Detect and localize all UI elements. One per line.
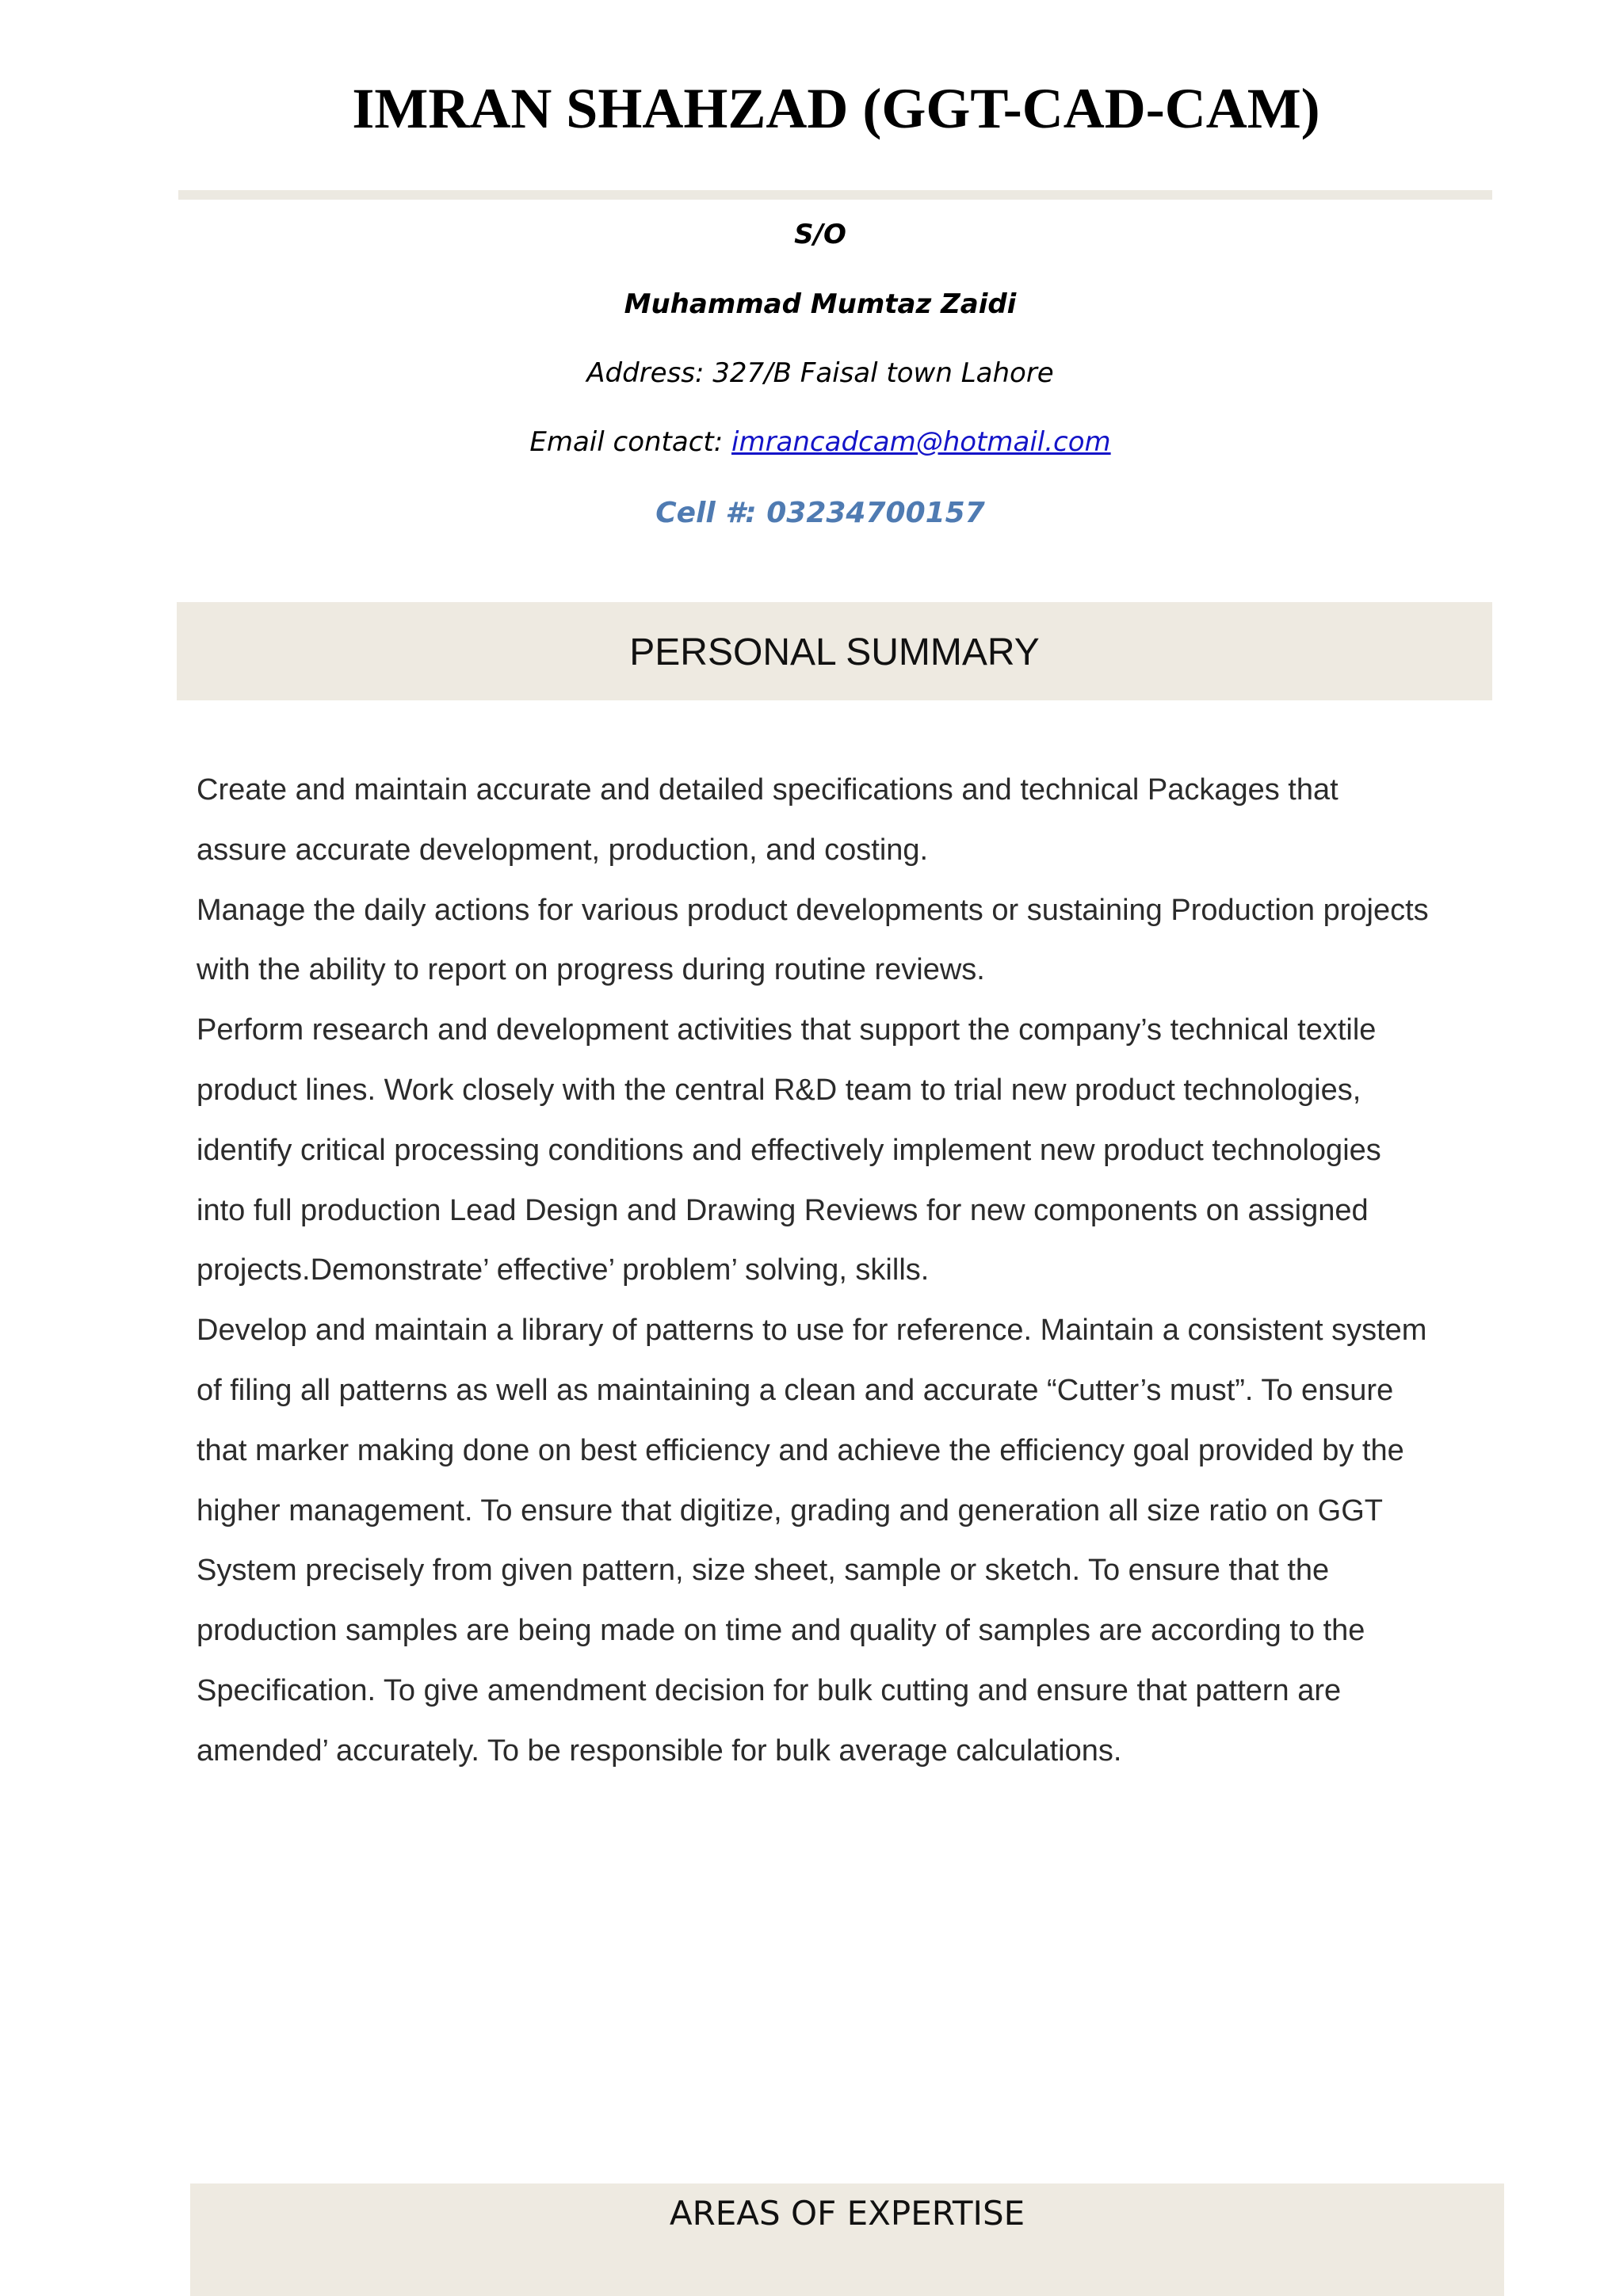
summary-line: identify critical processing conditions and effectively implement new product technologies xyxy=(197,1133,1381,1167)
areas-of-expertise-band xyxy=(190,2183,1504,2296)
email-label: Email contact: xyxy=(529,426,731,458)
summary-line: with the ability to report on progress during routine reviews. xyxy=(197,953,985,987)
summary-line: higher management. To ensure that digitize, grading and generation all size ratio on GGT xyxy=(197,1493,1383,1527)
email-link[interactable]: imrancadcam@hotmail.com xyxy=(731,426,1111,458)
father-name: Muhammad Mumtaz Zaidi xyxy=(624,288,1017,320)
summary-line: Perform research and development activities that support the company’s technical textile xyxy=(197,1013,1377,1047)
summary-line: production samples are being made on time and quality of samples are according to the xyxy=(197,1614,1365,1648)
summary-line: product lines. Work closely with the central R&D team to trial new product technologies, xyxy=(197,1073,1361,1107)
summary-line: amended’ accurately. To be responsible for bulk average calculations. xyxy=(197,1733,1122,1768)
address-line: Address: 327/B Faisal town Lahore xyxy=(586,357,1054,389)
personal-summary-heading: PERSONAL SUMMARY xyxy=(629,631,1040,673)
summary-line: that marker making done on best efficiency and achieve the efficiency goal provided by the xyxy=(197,1433,1404,1467)
personal-summary-band xyxy=(177,602,1492,700)
areas-of-expertise-heading: AREAS OF EXPERTISE xyxy=(669,2194,1025,2233)
summary-line: into full production Lead Design and Drawing Reviews for new components on assigned xyxy=(197,1193,1369,1227)
summary-line: Specification. To give amendment decision for bulk cutting and ensure that pattern are xyxy=(197,1673,1342,1707)
summary-line: System precisely from given pattern, size sheet, sample or sketch. To ensure that the xyxy=(197,1554,1330,1588)
son-of-label: S/O xyxy=(794,219,846,250)
email-line xyxy=(0,423,1623,461)
cell-number: Cell #: 03234700157 xyxy=(655,497,985,529)
title-divider xyxy=(178,190,1492,200)
summary-line: Develop and maintain a library of patterns to use for reference. Maintain a consistent system xyxy=(197,1314,1427,1348)
summary-line: projects.Demonstrate’ effective’ problem’ solving, skills. xyxy=(197,1253,930,1287)
summary-line: assure accurate development, production, and costing. xyxy=(197,833,929,867)
summary-line: Create and maintain accurate and detailed specifications and technical Packages that xyxy=(197,773,1338,807)
personal-summary-body xyxy=(197,761,1496,1782)
resume-name-title: IMRAN SHAHZAD (GGT-CAD-CAM) xyxy=(352,77,1320,140)
summary-line: Manage the daily actions for various product developments or sustaining Production projects xyxy=(197,893,1429,927)
summary-line: of filing all patterns as well as maintaining a clean and accurate “Cutter’s must”. To ensure xyxy=(197,1373,1394,1407)
